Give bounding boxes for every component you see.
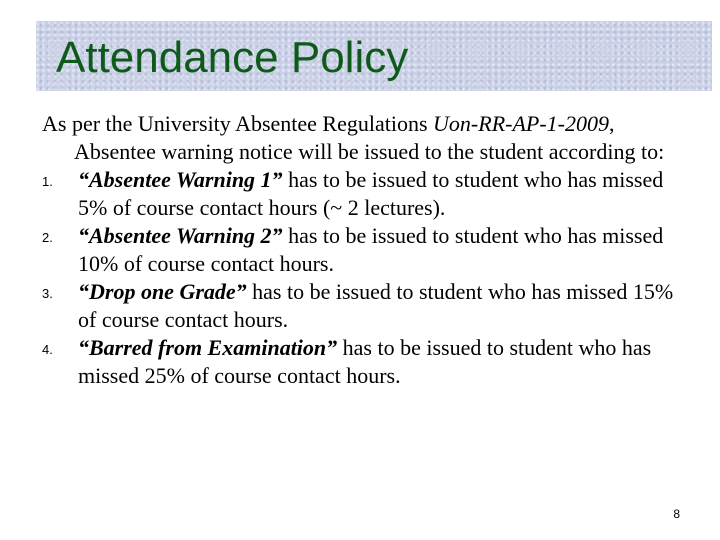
list-item-number: 3. xyxy=(42,286,53,301)
regulation-code: Uon-RR-AP-1-2009 xyxy=(433,111,609,136)
list-item-text: has to be issued to student who has missed 25% of course contact hours. xyxy=(78,335,652,388)
slide-title: Attendance Policy xyxy=(56,33,409,82)
list-item-label: “Barred from Examination” xyxy=(78,335,338,360)
slide-content xyxy=(42,110,692,390)
list-item-text: has to be issued to student who has missed 15% of course contact hours. xyxy=(78,279,674,332)
list-item-number: 2. xyxy=(42,230,53,245)
page-number: 8 xyxy=(673,507,680,521)
list-item-label: “Drop one Grade” xyxy=(78,279,247,304)
warning-list xyxy=(42,166,692,390)
list-item-text: has to be issued to student who has missed 10% of course contact hours. xyxy=(78,223,664,276)
list-item-label: “Absentee Warning 1” xyxy=(78,167,283,192)
list-item-number: 1. xyxy=(42,174,53,189)
list-item xyxy=(42,334,692,390)
list-item xyxy=(42,278,692,334)
intro-text-start: As per the University Absentee Regulations xyxy=(42,111,434,136)
intro-text-end: , Absentee warning notice will be issued to the student according to: xyxy=(74,111,665,164)
list-item-text: has to be issued to student who has missed 5% of course contact hours (~ 2 lectures). xyxy=(78,167,664,220)
list-item xyxy=(42,166,692,222)
list-item xyxy=(42,222,692,278)
list-item-label: “Absentee Warning 2” xyxy=(78,223,283,248)
intro-paragraph xyxy=(42,110,692,166)
list-item-number: 4. xyxy=(42,342,53,357)
